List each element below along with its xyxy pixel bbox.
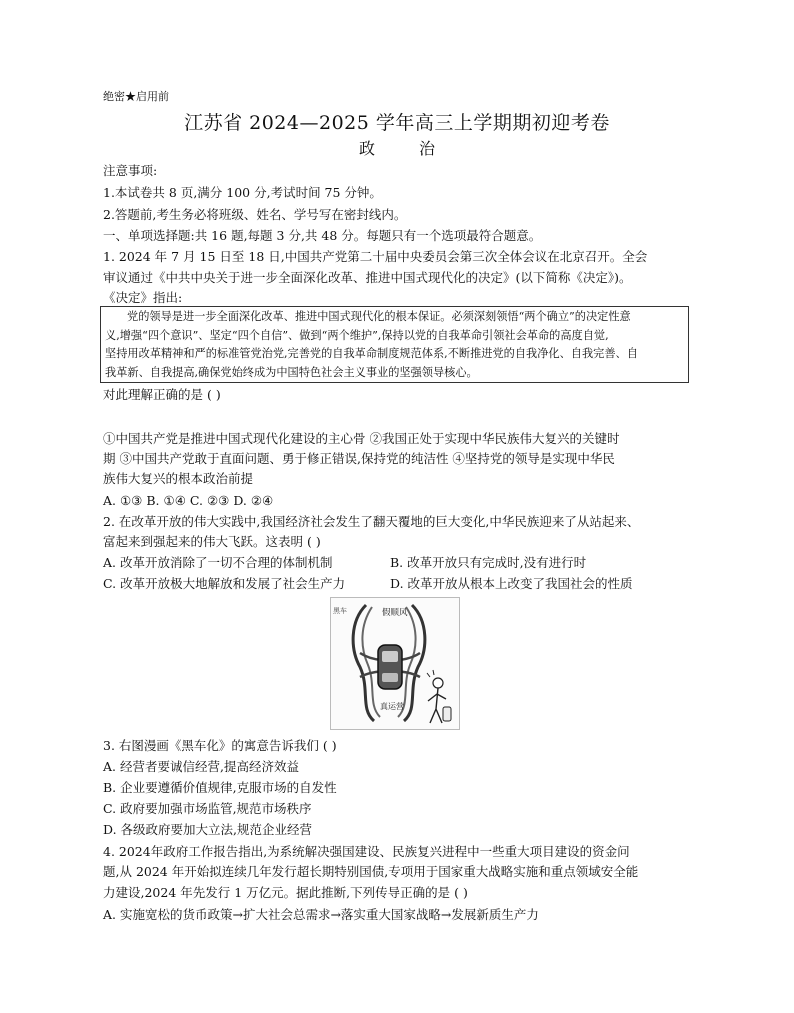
car-windshield <box>382 651 398 662</box>
notes-heading: 注意事项: <box>103 163 158 178</box>
q2-choice-d: D. 改革开放从根本上改变了我国社会的性质 <box>390 576 633 591</box>
q3-choice-d: D. 各级政府要加大立法,规范企业经营 <box>103 822 312 837</box>
cartoon-label-top-text: 假顺风 <box>382 608 408 618</box>
q1-quote-line-4: 我革新、自我提高,确保党始终成为中国特色社会主义事业的坚强领导核心。 <box>105 365 478 379</box>
q1-quote-line-3: 坚持用改革精神和严的标准管党治党,完善党的自我革命制度规范体系,不断推进党的自我净化、自我完善、自 <box>105 347 638 360</box>
q1-stem-line-3: 《决定》指出: <box>103 290 183 305</box>
cartoon-label-top <box>382 607 408 618</box>
q1-options-line-2: 期 ③中国共产党敢于直面问题、勇于修正错误,保持党的纯洁性 ④坚持党的领导是实现中华民 <box>103 451 615 466</box>
q1-quote-line-2: 义,增强“四个意识”、坚定“四个自信”、做到“两个维护”,保持以党的自我革命引领社会革命的高度自觉, <box>105 328 609 342</box>
q3-choice-a: A. 经营者要诚信经营,提高经济效益 <box>103 759 299 774</box>
exam-title: 江苏省 2024—2025 学年高三上学期期初迎考卷 <box>184 112 610 134</box>
q2-stem-line-1: 2. 在改革开放的伟大实践中,我国经济社会发生了翻天覆地的巨大变化,中华民族迎来了从站起来、 <box>103 514 640 529</box>
q1-quote-line-1: 党的领导是进一步全面深化改革、推进中国式现代化的根本保证。必须深刻领悟“两个确立”的决定性意 <box>127 310 631 323</box>
black-car-cartoon <box>330 597 460 730</box>
car-rear-window <box>382 673 398 682</box>
q4-stem-line-3: 力建设,2024 年先发行 1 万亿元。据此推断,下列传导正确的是 ( ) <box>103 885 468 900</box>
q1-stem-line-2: 审议通过《中共中央关于进一步全面深化改革、推进中国式现代化的决定》(以下简称《决定》)。 <box>103 270 632 285</box>
q2-choice-b: B. 改革开放只有完成时,没有进行时 <box>390 555 587 570</box>
q2-choice-a: A. 改革开放消除了一切不合理的体制机制 <box>103 555 333 570</box>
person-suitcase <box>443 707 451 721</box>
person-head <box>433 678 443 688</box>
q1-stem-line-1: 1. 2024 年 7 月 15 日至 18 日,中国共产党第二十届中央委员会第三次全体会议在北京召开。全会 <box>103 249 648 264</box>
q3-stem: 3. 右图漫画《黑车化》的寓意告诉我们 ( ) <box>103 738 337 753</box>
cartoon-corner-label: 黑车 <box>333 607 347 615</box>
q4-stem-line-2: 题,从 2024 年开始拟连续几年发行超长期特别国债,专项用于国家重大战略实施和重点领域安全能 <box>103 864 639 879</box>
subject-char-1: 政 <box>358 139 375 158</box>
q1-options-line-3: 族伟大复兴的根本政治前提 <box>103 471 254 486</box>
q1-choices: A. ①③ B. ①④ C. ②③ D. ②④ <box>103 493 274 508</box>
q2-stem-line-2: 富起来到强起来的伟大飞跃。这表明 ( ) <box>103 534 321 549</box>
q4-stem-line-1: 4. 2024年政府工作报告指出,为系统解决强国建设、民族复兴进程中一些重大项目建设的资金问 <box>103 844 630 859</box>
notes-item-1: 1.本试卷共 8 页,满分 100 分,考试时间 75 分钟。 <box>103 185 382 200</box>
section-heading: 一、单项选择题:共 16 题,每题 3 分,共 48 分。每题只有一个选项最符合题意。 <box>103 228 542 243</box>
q3-choice-c: C. 政府要加强市场监管,规范市场秩序 <box>103 801 312 816</box>
q2-choice-c: C. 改革开放极大地解放和发展了社会生产力 <box>103 576 346 591</box>
cartoon-label-bottom: 真运营 <box>380 702 404 711</box>
q4-choice-a: A. 实施宽松的货币政策→扩大社会总需求→落实重大国家战略→发展新质生产力 <box>103 907 539 922</box>
subject-char-2: 治 <box>419 139 436 158</box>
cartoon-drawing <box>330 597 460 730</box>
q3-choice-b: B. 企业要遵循价值规律,克服市场的自发性 <box>103 780 337 795</box>
subject-title <box>0 136 794 159</box>
notes-item-2: 2.答题前,考生务必将班级、姓名、学号写在密封线内。 <box>103 207 407 222</box>
confidential-mark: 绝密★启用前 <box>103 90 169 103</box>
q1-ask: 对此理解正确的是 ( ) <box>103 387 221 402</box>
q1-options-line-1: ①中国共产党是推进中国式现代化建设的主心骨 ②我国正处于实现中华民族伟大复兴的关键时 <box>103 431 620 446</box>
q1-quote-box <box>100 306 689 383</box>
